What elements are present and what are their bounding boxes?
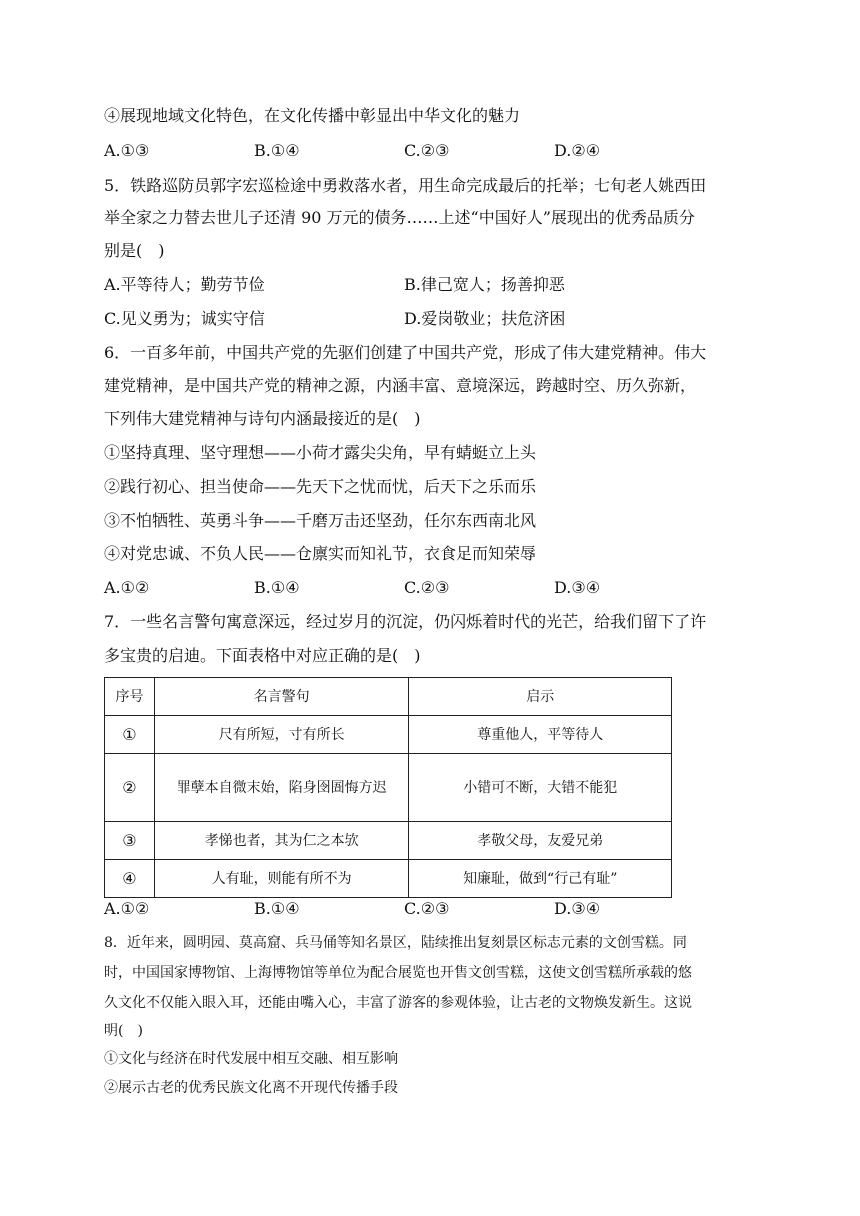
q7-row-2-quote: 罪孽本自微末始，陷身囹圄悔方迟 bbox=[154, 754, 409, 822]
q7-option-a: A.①② bbox=[104, 899, 150, 918]
q8-item-1: ①文化与经济在时代发展中相互交融、相互影响 bbox=[104, 1051, 398, 1067]
q6-item-2: ②践行初心、担当使命——先天下之忧而忧，后天下之乐而乐 bbox=[104, 477, 537, 496]
q7-row-2-no: ② bbox=[105, 754, 155, 822]
q6-option-d: D.③④ bbox=[554, 578, 601, 597]
q7-header-insight: 启示 bbox=[409, 678, 672, 716]
q7-row-2-insight: 小错可不断，大错不能犯 bbox=[409, 754, 672, 822]
q6-option-c: C.②③ bbox=[404, 578, 450, 597]
q7-stem-line-2: 多宝贵的启迪。下面表格中对应正确的是( ) bbox=[104, 646, 421, 665]
q6-item-3: ③不怕牺牲、英勇斗争——千磨万击还坚劲，任尔东西南北风 bbox=[104, 511, 537, 530]
q7-header-no: 序号 bbox=[105, 678, 155, 716]
q7-row-4-quote: 人有耻，则能有所不为 bbox=[154, 860, 409, 898]
q7-option-d: D.③④ bbox=[554, 899, 601, 918]
q7-option-b: B.①④ bbox=[254, 899, 300, 918]
q7-row-4-insight: 知廉耻，做到“行己有耻” bbox=[409, 860, 672, 898]
q7-row-1-quote: 尺有所短，寸有所长 bbox=[154, 716, 409, 754]
q4-option-a: A.①③ bbox=[104, 141, 150, 160]
q5-stem-line-2: 举全家之力替去世儿子还清 90 万元的债务……上述“中国好人”展现出的优秀品质分 bbox=[104, 208, 695, 227]
q5-stem-line-1: 5．铁路巡防员郭字宏巡检途中勇救落水者，用生命完成最后的托举；七旬老人姚西田 bbox=[104, 176, 707, 195]
q5-option-c: C.见义勇为；诚实守信 bbox=[104, 309, 265, 328]
q8-stem-line-1: 8．近年来，圆明园、莫高窟、兵马俑等知名景区，陆续推出复刻景区标志元素的文创雪糕。同 bbox=[104, 935, 687, 951]
q6-item-1: ①坚持真理、坚守理想——小荷才露尖尖角，早有蜻蜓立上头 bbox=[104, 443, 537, 462]
q4-item-4: ④展现地域文化特色，在文化传播中彰显出中华文化的魅力 bbox=[104, 106, 521, 125]
table-row bbox=[105, 860, 672, 898]
q6-item-4: ④对党忠诚、不负人民——仓廪实而知礼节，衣食足而知荣辱 bbox=[104, 544, 537, 563]
table-row bbox=[105, 716, 672, 754]
q4-option-d: D.②④ bbox=[554, 141, 601, 160]
q7-row-3-insight: 孝敬父母，友爱兄弟 bbox=[409, 822, 672, 860]
q7-option-c: C.②③ bbox=[404, 899, 450, 918]
table-row bbox=[105, 754, 672, 822]
q6-stem-line-2: 建党精神，是中国共产党的精神之源，内涵丰富、意境深远，跨越时空、历久弥新， bbox=[104, 376, 697, 395]
q7-row-1-no: ① bbox=[105, 716, 155, 754]
q7-stem-line-1: 7．一些名言警句寓意深远，经过岁月的沉淀，仍闪烁着时代的光芒，给我们留下了许 bbox=[104, 612, 707, 631]
q4-option-b: B.①④ bbox=[254, 141, 300, 160]
q7-header-quote: 名言警句 bbox=[154, 678, 409, 716]
table-row bbox=[105, 822, 672, 860]
q8-item-2: ②展示古老的优秀民族文化离不开现代传播手段 bbox=[104, 1080, 398, 1096]
q5-option-b: B.律己宽人；扬善抑恶 bbox=[404, 275, 565, 294]
q8-stem-line-4: 明( ) bbox=[104, 1023, 143, 1039]
q7-row-4-no: ④ bbox=[105, 860, 155, 898]
q4-option-c: C.②③ bbox=[404, 141, 450, 160]
q7-row-1-insight: 尊重他人，平等待人 bbox=[409, 716, 672, 754]
q6-stem-line-1: 6．一百多年前，中国共产党的先驱们创建了中国共产党，形成了伟大建党精神。伟大 bbox=[104, 343, 707, 362]
q6-option-b: B.①④ bbox=[254, 578, 300, 597]
q5-option-a: A.平等待人；勤劳节俭 bbox=[104, 275, 265, 294]
q5-stem-line-3: 别是( ) bbox=[104, 241, 165, 260]
q7-row-3-quote: 孝悌也者，其为仁之本欤 bbox=[154, 822, 409, 860]
q8-stem-line-3: 久文化不仅能入眼入耳，还能由嘴入心，丰富了游客的参观体验，让古老的文物焕发新生。这说 bbox=[104, 995, 692, 1011]
q7-table bbox=[104, 677, 672, 898]
q8-stem-line-2: 时，中国国家博物馆、上海博物馆等单位为配合展览也开售文创雪糕，这使文创雪糕所承载的悠 bbox=[104, 965, 692, 981]
q7-table-header-row bbox=[105, 678, 672, 716]
q5-option-d: D.爱岗敬业；扶危济困 bbox=[404, 309, 566, 328]
q6-option-a: A.①② bbox=[104, 578, 150, 597]
q7-row-3-no: ③ bbox=[105, 822, 155, 860]
q6-stem-line-3: 下列伟大建党精神与诗句内涵最接近的是( ) bbox=[104, 409, 421, 428]
